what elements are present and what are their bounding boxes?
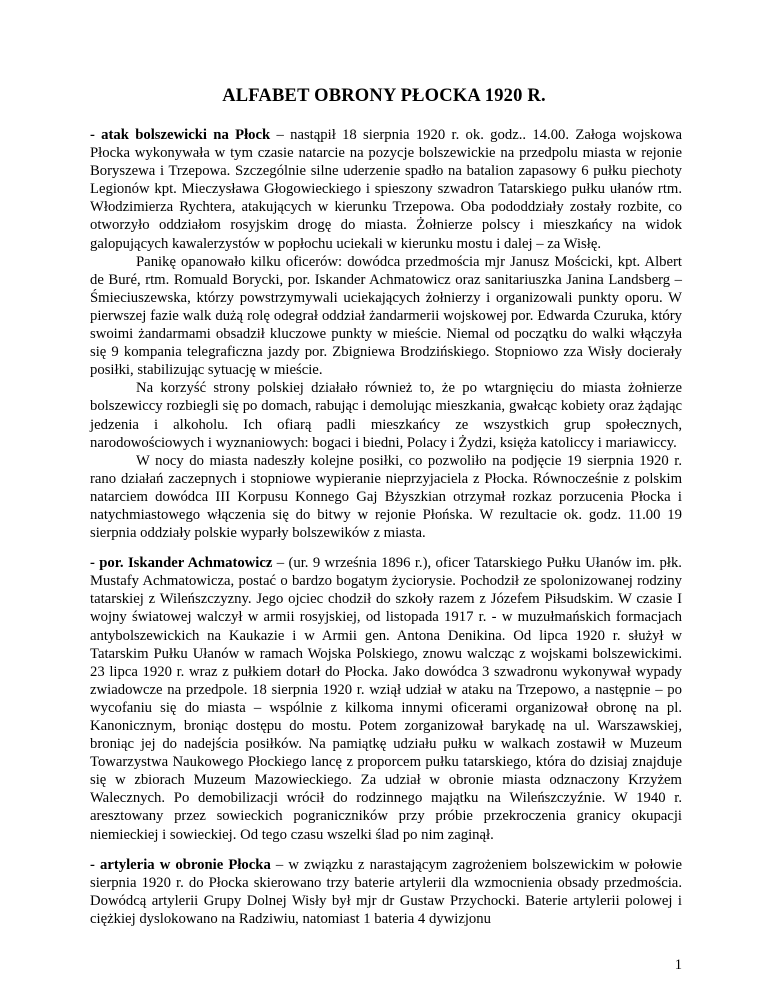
entry-paragraph (90, 554, 682, 844)
entry-paragraph (90, 856, 682, 928)
entry-term: - artyleria w obronie Płocka (90, 856, 271, 873)
entry-text: – (ur. 9 września 1896 r.), oficer Tatarskiego Pułku Ułanów im. płk. Mustafy Achmatowicza, postać o bardzo bogatym życiorysie. Pochodził ze spolonizowanej rodziny tatarskiej z Wileńszczyzny. Jego ojciec chodził do szkoły razem z Józefem Piłsudskim. W czasie I wojny światowej walczył w armii rosyjskiej, od listopada 1917 r. - w muzułmańskich formacjach antybolszewickich na Kaukazie i w Armii gen. Antona Denikina. Od lipca 1920 r. służył w Tatarskim Pułku Ułanów w ramach Wojska Polskiego, znowu walcząc z wojskami bolszewickimi. 23 lipca 1920 r. wraz z pułkiem dotarł do Płocka. Jako dowódca 3 szwadronu wykonywał wypady zwiadowcze na przedpole. 18 sierpnia 1920 r. wziął udział w ataku na Trzepowo, a następnie – po wycofaniu się do miasta – wspólnie z kilkoma innymi oficerami organizował obronę na pl. Kanonicznym, broniąc dostępu do mostu. Potem zorganizował barykadę na ul. Warszawskiej, broniąc jej do nadejścia posiłków. Na pamiątkę udziału pułku w walkach zostawił w Muzeum Towarzystwa Naukowego Płockiego lancę z proporcem pułku tatarskiego, która do dzisiaj znajduje się w zbiorach Muzeum Mazowieckiego. Za udział w obronie miasta odznaczony Krzyżem Walecznych. Po demobilizacji wrócił do rodzinnego majątku na Wileńszczyźnie. W 1940 r. aresztowany przez sowieckich pograniczników przy próbie przekroczenia granicy okupacji niemieckiej i sowieckiej. Od tego czasu wszelki ślad po nim zaginął. (90, 555, 682, 843)
entry-text: – nastąpił 18 sierpnia 1920 r. ok. godz.. 14.00. Załoga wojskowa Płocka wykonywała w tym czasie natarcie na pozycje bolszewickie na przedpolu miasta w rejonie Boryszewa i Trzepowa. Szczególnie silne uderzenie spadło na batalion zapasowy 6 pułku piechoty Legionów kpt. Mieczysława Głogowieckiego i spieszony szwadron Tatarskiego pułku ułanów rtm. Włodzimierza Rychtera, atakujących w kierunku Trzepowa. Oba pododdziały zostały rozbite, co otworzyło oddziałom rosyjskim drogę do miasta. Żołnierze polscy i mieszkańcy na widok galopujących kawalerzystów w popłochu uciekali w kierunku mostu i dalej – za Wisłę. (90, 127, 682, 252)
document-body (90, 126, 682, 928)
entry-term: - atak bolszewicki na Płock (90, 127, 271, 143)
entry-paragraph: Na korzyść strony polskiej działało również to, że po wtargnięciu do miasta żołnierze bolszewiccy rozbiegli się po domach, rabując i demolując mieszkania, gwałcąc kobiety oraz żądając jedzenia i alkoholu. Ich ofiarą padli mieszkańcy ze wszystkich grup społecznych, narodowościowych i wyznaniowych: bogaci i biedni, Polacy i Żydzi, księża katoliccy i mariawiccy. (90, 380, 682, 451)
document-title: ALFABET OBRONY PŁOCKA 1920 R. (222, 86, 546, 106)
entry-paragraph (90, 126, 682, 253)
entry-text: – w związku z narastającym zagrożeniem bolszewickim w połowie sierpnia 1920 r. do Płocka skierowano trzy baterie artylerii dla wzmocnienia obsady przedmościa. Dowódcą artylerii Grupy Dolnej Wisły był mjr dr Gustaw Przychocki. Baterie artylerii polowej i ciężkiej dyslokowano na Radziwiu, natomiast 1 bateria 4 dywizjonu (90, 856, 682, 927)
entry-paragraph: Panikę opanowało kilku oficerów: dowódca przedmościa mjr Janusz Mościcki, kpt. Albert de Buré, rtm. Romuald Borycki, por. Iskander Achmatowicz oraz sanitariuszka Janina Landsberg – Śmieciuszewska, którzy powstrzymywali uciekających żołnierzy i organizowali punkty oporu. W pierwszej fazie walk dużą rolę odegrał oddział żandarmerii wojskowej por. Edwarda Czuruka, który swoimi żandarmami obsadził kluczowe punkty w mieście. Niemal od początku do walki włączyła się 9 kompania telegraficzna jazdy por. Zbigniewa Brodzińskiego. Stopniowo zza Wisły docierały posiłki, stabilizując sytuację w mieście. (90, 253, 682, 379)
entry-term: - por. Iskander Achmatowicz (90, 555, 273, 572)
entry-paragraph: W nocy do miasta nadeszły kolejne posiłki, co pozwoliło na podjęcie 19 sierpnia 1920 r. rano działań zaczepnych i stopniowe wypieranie nieprzyjaciela z Płocka. Równocześnie z polskim natarciem dowódca III Korpusu Konnego Gaj Bżyszkian otrzymał rozkaz porzucenia Płocka i natychmiastowego włączenia się do bitwy w rejonie Płońska. W rezultacie ok. godz. 11.00 19 sierpnia oddziały polskie wyparły bolszewików z miasta. (90, 452, 682, 542)
page-number: 1 (674, 957, 682, 973)
